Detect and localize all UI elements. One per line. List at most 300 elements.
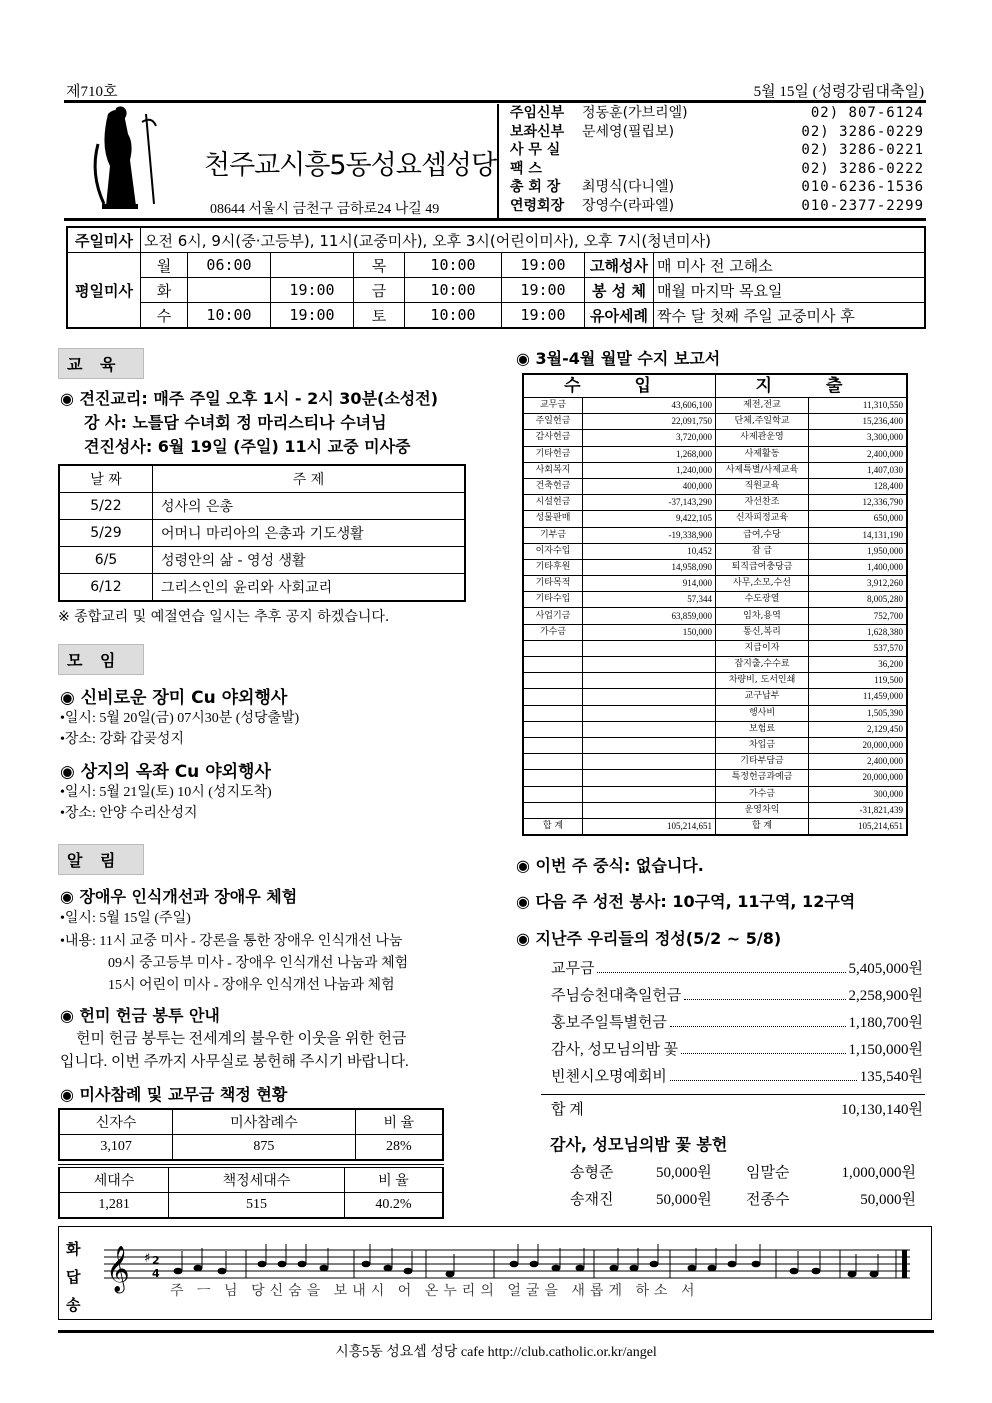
offering-row xyxy=(551,1065,923,1086)
offering-row xyxy=(551,1038,923,1059)
stats-title: ◉ 미사참례 및 교무금 책정 현황 xyxy=(60,1085,288,1104)
donor-amount: 50,000원 xyxy=(656,1165,712,1181)
income-item: 교무금 xyxy=(523,398,583,414)
expense-amount: 537,570 xyxy=(809,640,908,656)
income-item: 기부금 xyxy=(523,527,583,543)
income-item xyxy=(523,657,583,673)
music-note xyxy=(708,1265,717,1272)
expense-item: 퇴직급여충당금 xyxy=(716,559,809,575)
flower-offering-title: 감사, 성모님의밤 꽃 봉헌 xyxy=(550,1135,728,1154)
income-amount xyxy=(583,754,716,770)
stat-value: 3,107 xyxy=(59,1135,173,1161)
parish-address: 08644 서울시 금천구 금하로24 나길 49 xyxy=(210,202,440,217)
contact-name: 문세영(필립보) xyxy=(582,123,675,140)
income-amount: 1,268,000 xyxy=(583,446,716,462)
offering-row xyxy=(551,1011,923,1032)
contact-phone: 02) 3286-0221 xyxy=(801,142,924,158)
music-note xyxy=(610,1265,619,1272)
income-item: 가수금 xyxy=(523,624,583,640)
music-note xyxy=(870,1271,879,1278)
income-item: 사회복지 xyxy=(523,462,583,478)
stat-value: 515 xyxy=(169,1193,345,1219)
offering-total: 10,130,140원 xyxy=(841,1102,923,1118)
income-item: 성물판매 xyxy=(523,511,583,527)
time-cell: 19:00 xyxy=(502,278,585,303)
music-note xyxy=(298,1261,307,1268)
stat-head: 신자수 xyxy=(59,1109,173,1135)
table-row xyxy=(523,754,907,770)
contact-phone: 010-2377-2299 xyxy=(801,197,924,214)
income-item: 기타후원 xyxy=(523,559,583,575)
income-amount: 63,859,000 xyxy=(583,608,716,624)
income-amount: 400,000 xyxy=(583,478,716,494)
lecturer: 강 사: 노틀담 수녀회 정 마리스티나 수녀님 xyxy=(84,413,387,432)
income-amount: 3,720,000 xyxy=(583,430,716,446)
table-row xyxy=(523,495,907,511)
psalm-label-char: 송 xyxy=(66,1298,81,1314)
expense-amount: 15,236,400 xyxy=(809,414,908,430)
contact-role: 사 무 실 xyxy=(510,142,561,158)
income-amount: -19,338,900 xyxy=(583,527,716,543)
income-item xyxy=(523,802,583,818)
svg-text:2: 2 xyxy=(152,1254,160,1267)
music-note xyxy=(552,1265,561,1272)
stat-head: 미사참례수 xyxy=(173,1109,355,1135)
stat-head: 세대수 xyxy=(59,1166,169,1193)
table-row xyxy=(523,737,907,753)
music-note xyxy=(848,1271,857,1278)
meeting-date: •일시: 5월 21일(토) 10시 (성지도착) xyxy=(60,785,272,800)
expense-amount: 1,505,390 xyxy=(809,705,908,721)
expense-item: 차입금 xyxy=(716,737,809,753)
expense-item: 기타부담금 xyxy=(716,754,809,770)
altar-service: ◉ 다음 주 성전 봉사: 10구역, 11구역, 12구역 xyxy=(516,892,856,911)
leader-dots xyxy=(684,999,845,1000)
education-note: ※ 종합교리 및 예절연습 일시는 추후 공지 하겠습니다. xyxy=(58,609,390,625)
table-row xyxy=(523,705,907,721)
lunch-notice: ◉ 이번 주 중식: 없습니다. xyxy=(516,856,704,875)
day-fri: 금 xyxy=(354,278,405,303)
offering-amount: 5,405,000원 xyxy=(848,961,923,977)
expense-amount: 20,000,000 xyxy=(809,737,908,753)
contact-name: 정동훈(가브리엘) xyxy=(582,105,688,121)
footer-text: 시흥5동 성요셉 성당 cafe http://club.catholic.or.kr/angel xyxy=(335,1345,657,1360)
notice-title: ◉ 헌미 헌금 봉투 안내 xyxy=(60,1006,220,1025)
income-total-label: 합 계 xyxy=(523,818,583,835)
leader-dots xyxy=(681,1053,845,1054)
meeting-title: ◉ 상지의 옥좌 Cu 야외행사 xyxy=(60,762,271,782)
income-item xyxy=(523,754,583,770)
sacrament-label: 봉 성 체 xyxy=(585,278,654,303)
contact-phone: 02) 3286-0229 xyxy=(801,123,924,140)
expense-amount: 1,628,380 xyxy=(809,624,908,640)
table-row xyxy=(523,414,907,430)
time-cell: 10:00 xyxy=(405,303,502,329)
meetings-heading: 모 임 xyxy=(58,644,144,675)
music-note xyxy=(362,1261,371,1268)
confirmation-date: 견진성사: 6월 19일 (주일) 11시 교중 미사중 xyxy=(84,437,411,456)
music-note xyxy=(404,1268,413,1275)
table-row xyxy=(523,802,907,818)
music-note xyxy=(752,1261,761,1268)
time-cell: 19:00 xyxy=(271,303,354,329)
expense-heading: 지 출 xyxy=(716,374,908,398)
notice-body: 헌미 헌금 봉투는 전세계의 불우한 이웃을 위한 헌금 xyxy=(76,1031,407,1047)
income-total: 105,214,651 xyxy=(583,818,716,835)
topic-date: 6/5 xyxy=(59,547,153,574)
music-note xyxy=(630,1265,639,1272)
income-amount: 22,091,750 xyxy=(583,414,716,430)
issue-number: 제710호 xyxy=(66,84,118,100)
expense-item: 행사비 xyxy=(716,705,809,721)
psalm-label-char: 화 xyxy=(66,1242,81,1258)
expense-item: 급여,수당 xyxy=(716,527,809,543)
sacrament-value: 매 미사 전 고해소 xyxy=(654,253,926,278)
expense-amount: 1,950,000 xyxy=(809,543,908,559)
expense-item: 통신,복리 xyxy=(716,624,809,640)
expense-amount: -31,821,439 xyxy=(809,802,908,818)
table-row xyxy=(523,543,907,559)
table-row xyxy=(523,592,907,608)
expense-item: 특정헌금과예금 xyxy=(716,770,809,786)
donor-name: 송형준 xyxy=(570,1165,614,1181)
stat-value: 28% xyxy=(355,1135,443,1161)
expense-amount: 2,400,000 xyxy=(809,754,908,770)
meeting-title: ◉ 신비로운 장미 Cu 야외행사 xyxy=(60,688,288,708)
table-row xyxy=(523,462,907,478)
income-amount: 1,240,000 xyxy=(583,462,716,478)
expense-item: 임차,용역 xyxy=(716,608,809,624)
music-note xyxy=(812,1268,821,1275)
contact-name xyxy=(582,141,742,160)
offering-total-label: 합 계 xyxy=(551,1102,584,1118)
music-note xyxy=(218,1268,227,1275)
expense-amount: 3,300,000 xyxy=(809,430,908,446)
income-amount xyxy=(583,721,716,737)
table-row xyxy=(523,576,907,592)
income-item: 이자수입 xyxy=(523,543,583,559)
income-item xyxy=(523,640,583,656)
contact-phone: 02) 807-6124 xyxy=(810,105,924,121)
income-amount xyxy=(583,802,716,818)
sunday-mass-label: 주일미사 xyxy=(67,227,141,253)
music-note xyxy=(278,1261,287,1268)
svg-text:𝄞: 𝄞 xyxy=(106,1246,130,1292)
expense-total: 105,214,651 xyxy=(809,818,908,835)
table-row xyxy=(523,770,907,786)
contact-name xyxy=(582,160,742,179)
notice-date: •일시: 5월 15일 (주일) xyxy=(60,911,191,926)
notice-body: 입니다. 이번 주까지 사무실로 봉헌해 주시기 바랍니다. xyxy=(60,1054,409,1070)
expense-item: 잡 급 xyxy=(716,543,809,559)
parish-name: 천주교시흥5동성요셉성당 xyxy=(204,150,497,181)
contact-row xyxy=(510,104,924,123)
table-row xyxy=(59,547,465,574)
table-row xyxy=(523,511,907,527)
expense-amount: 11,310,550 xyxy=(809,398,908,414)
table-row xyxy=(59,574,465,602)
table-row xyxy=(523,721,907,737)
day-tue: 화 xyxy=(141,278,188,303)
time-cell: 06:00 xyxy=(188,253,271,278)
contact-name: 최명식(다니엘) xyxy=(582,179,675,195)
donor-name: 송재진 xyxy=(570,1192,614,1208)
expense-item: 차량비, 도서인쇄 xyxy=(716,673,809,689)
mass-schedule-table xyxy=(66,226,926,329)
income-item: 기타헌금 xyxy=(523,446,583,462)
time-cell: 19:00 xyxy=(271,278,354,303)
income-item: 사업기금 xyxy=(523,608,583,624)
donor-name: 임말순 xyxy=(746,1165,790,1181)
income-item: 기타목적 xyxy=(523,576,583,592)
expense-item: 제전,전교 xyxy=(716,398,809,414)
expense-item: 운영차익 xyxy=(716,802,809,818)
music-note xyxy=(650,1261,659,1268)
contact-role: 주임신부 xyxy=(510,105,565,121)
expense-item: 사무,소모,수선 xyxy=(716,576,809,592)
table-row xyxy=(523,446,907,462)
col-date: 날 짜 xyxy=(59,465,153,493)
table-row xyxy=(523,398,907,414)
table-row xyxy=(523,527,907,543)
day-thu: 목 xyxy=(354,253,405,278)
income-amount xyxy=(583,770,716,786)
donor-amount: 50,000원 xyxy=(656,1192,712,1208)
music-note xyxy=(530,1261,539,1268)
time-cell xyxy=(188,278,271,303)
music-note xyxy=(174,1268,183,1275)
time-cell: 19:00 xyxy=(502,303,585,329)
stat-value: 1,281 xyxy=(59,1193,169,1219)
income-item xyxy=(523,673,583,689)
income-amount: 9,422,105 xyxy=(583,511,716,527)
income-item xyxy=(523,721,583,737)
table-row xyxy=(523,689,907,705)
expense-amount: 650,000 xyxy=(809,511,908,527)
income-amount: 10,452 xyxy=(583,543,716,559)
topic-date: 6/12 xyxy=(59,574,153,602)
education-topics-table xyxy=(58,464,466,602)
expense-amount: 119,500 xyxy=(809,673,908,689)
table-row xyxy=(59,493,465,520)
music-note xyxy=(688,1265,697,1272)
table-row xyxy=(59,520,465,547)
meeting-place: •장소: 강화 갑곶성지 xyxy=(60,732,184,747)
topic-date: 5/22 xyxy=(59,493,153,520)
expense-item: 지급이자 xyxy=(716,640,809,656)
expense-amount: 128,400 xyxy=(809,478,908,494)
topic-title: 어머니 마리아의 은총과 기도생활 xyxy=(153,520,466,547)
col-topic: 주 제 xyxy=(153,465,466,493)
offering-row xyxy=(551,984,923,1005)
offering-amount: 135,540원 xyxy=(859,1069,923,1085)
expense-item: 잡지출,수수료 xyxy=(716,657,809,673)
income-amount: 14,958,090 xyxy=(583,559,716,575)
income-amount xyxy=(583,640,716,656)
day-wed: 수 xyxy=(141,303,188,329)
saint-joseph-logo xyxy=(86,104,176,216)
income-item: 기타수입 xyxy=(523,592,583,608)
psalm-label xyxy=(66,1236,86,1320)
stat-head: 비 율 xyxy=(344,1166,443,1193)
income-amount xyxy=(583,705,716,721)
contact-row xyxy=(510,141,924,160)
income-item: 시설헌금 xyxy=(523,495,583,511)
contact-role: 연령회장 xyxy=(510,197,565,214)
music-note xyxy=(510,1261,519,1268)
expense-item: 보험료 xyxy=(716,721,809,737)
stat-value: 40.2% xyxy=(344,1193,443,1219)
income-item: 주일헌금 xyxy=(523,414,583,430)
expense-amount: 12,336,790 xyxy=(809,495,908,511)
table-row xyxy=(523,559,907,575)
contact-role: 총 회 장 xyxy=(510,179,561,195)
notice-content: 15시 어린이 미사 - 장애우 인식개선 나눔과 체험 xyxy=(108,978,395,993)
meeting-date: •일시: 5월 20일(금) 07시30분 (성당출발) xyxy=(60,711,300,726)
offering-title: ◉ 지난주 우리들의 정성(5/2 ~ 5/8) xyxy=(516,929,782,948)
sacrament-label: 고해성사 xyxy=(585,253,654,278)
offering-label: 교무금 xyxy=(551,961,595,977)
income-amount xyxy=(583,689,716,705)
topic-title: 성령안의 삶 - 영성 생활 xyxy=(153,547,466,574)
svg-text:4: 4 xyxy=(152,1267,160,1280)
table-row xyxy=(523,786,907,802)
stat-value: 875 xyxy=(173,1135,355,1161)
offering-total-row xyxy=(551,1098,923,1119)
contact-name: 장영수(라파엘) xyxy=(582,197,675,214)
notice-content: •내용: 11시 교중 미사 - 강론을 통한 장애우 인식개선 나눔 xyxy=(60,934,403,949)
day-mon: 월 xyxy=(141,253,188,278)
table-row xyxy=(523,640,907,656)
stats-table-parishioners xyxy=(58,1108,444,1161)
psalm-lyrics: 주 ㅡ 님 당신숨을 보내시 어 온누리의 얼굴을 새롭게 하소 서 xyxy=(170,1284,700,1299)
income-item xyxy=(523,689,583,705)
expense-amount: 3,912,260 xyxy=(809,576,908,592)
stats-table-households xyxy=(58,1164,444,1219)
leader-dots xyxy=(670,1026,846,1027)
sacrament-label: 유아세례 xyxy=(585,303,654,329)
expense-amount: 36,200 xyxy=(809,657,908,673)
table-row xyxy=(523,657,907,673)
expense-amount: 2,129,450 xyxy=(809,721,908,737)
issue-date: 5월 15일 (성령강림대축일) xyxy=(753,84,924,100)
table-row xyxy=(523,608,907,624)
offering-label: 빈첸시오명예회비 xyxy=(551,1069,667,1085)
offering-row xyxy=(551,957,923,978)
music-note xyxy=(384,1265,393,1272)
music-note xyxy=(790,1268,799,1275)
notice-content: 09시 중고등부 미사 - 장애우 인식개선 나눔과 체험 xyxy=(108,956,409,971)
expense-item: 수도광열 xyxy=(716,592,809,608)
expense-item: 사제특별/사제교육 xyxy=(716,462,809,478)
contact-role: 팩 스 xyxy=(510,160,542,177)
time-cell: 10:00 xyxy=(405,278,502,303)
expense-item: 사제관운영 xyxy=(716,430,809,446)
income-amount: 150,000 xyxy=(583,624,716,640)
expense-amount: 1,400,000 xyxy=(809,559,908,575)
expense-amount: 2,400,000 xyxy=(809,446,908,462)
expense-item: 자선찬조 xyxy=(716,495,809,511)
income-item: 건축헌금 xyxy=(523,478,583,494)
music-note xyxy=(446,1271,455,1278)
svg-text:♯: ♯ xyxy=(144,1251,151,1266)
time-cell: 10:00 xyxy=(188,303,271,329)
time-cell: 19:00 xyxy=(502,253,585,278)
table-row xyxy=(523,430,907,446)
donor-name: 전종수 xyxy=(746,1192,790,1208)
day-sat: 토 xyxy=(354,303,405,329)
income-amount: -37,143,290 xyxy=(583,495,716,511)
contacts-block xyxy=(510,104,924,215)
psalm-label-char: 답 xyxy=(66,1270,81,1286)
music-note xyxy=(258,1261,267,1268)
expense-amount: 1,407,030 xyxy=(809,462,908,478)
donor-amount: 50,000원 xyxy=(860,1192,916,1208)
notice-title: ◉ 장애우 인식개선과 장애우 체험 xyxy=(60,887,298,906)
expense-total-label: 합 계 xyxy=(716,818,809,835)
income-item xyxy=(523,737,583,753)
table-row xyxy=(523,624,907,640)
stat-head: 책정세대수 xyxy=(169,1166,345,1193)
table-row xyxy=(523,673,907,689)
offering-label: 주님승천대축일헌금 xyxy=(551,988,682,1004)
sacrament-value: 짝수 달 첫째 주일 교중미사 후 xyxy=(654,303,926,329)
contact-row xyxy=(510,123,924,142)
music-note xyxy=(576,1265,585,1272)
expense-item: 가수금 xyxy=(716,786,809,802)
donor-amount: 1,000,000원 xyxy=(841,1165,916,1181)
contact-phone: 010-6236-1536 xyxy=(801,179,924,195)
notices-heading: 알 림 xyxy=(58,844,144,875)
finance-table xyxy=(522,373,908,836)
expense-item: 직원교육 xyxy=(716,478,809,494)
expense-amount: 8,005,280 xyxy=(809,592,908,608)
income-item xyxy=(523,786,583,802)
expense-item: 사제활동 xyxy=(716,446,809,462)
sunday-mass-times: 오전 6시, 9시(중·고등부), 11시(교중미사), 오후 3시(어린이미사), 오후 7시(청년미사) xyxy=(141,227,926,253)
weekday-mass-label: 평일미사 xyxy=(67,253,141,329)
topic-title: 그리스인의 윤리와 사회교리 xyxy=(153,574,466,602)
expense-amount: 752,700 xyxy=(809,608,908,624)
music-note xyxy=(320,1265,329,1272)
topic-date: 5/29 xyxy=(59,520,153,547)
income-amount xyxy=(583,673,716,689)
income-item: 감사헌금 xyxy=(523,430,583,446)
income-amount xyxy=(583,737,716,753)
income-heading: 수 입 xyxy=(523,374,716,398)
offering-label: 홍보주일특별헌금 xyxy=(551,1015,667,1031)
time-cell xyxy=(271,253,354,278)
offering-label: 감사, 성모님의밤 꽃 xyxy=(551,1042,679,1058)
income-amount xyxy=(583,786,716,802)
contact-row xyxy=(510,178,924,197)
music-note xyxy=(194,1265,203,1272)
offering-amount: 2,258,900원 xyxy=(848,988,923,1004)
income-amount xyxy=(583,657,716,673)
music-note xyxy=(728,1261,737,1268)
expense-item: 단체,주일학교 xyxy=(716,414,809,430)
contact-row xyxy=(510,197,924,216)
expense-item: 교구납부 xyxy=(716,689,809,705)
contact-row xyxy=(510,160,924,179)
confirmation-class: ◉ 견진교리: 매주 주일 오후 1시 - 2시 30분(소성전) xyxy=(60,389,439,408)
leader-dots xyxy=(670,1080,857,1081)
contact-phone: 02) 3286-0222 xyxy=(801,160,924,177)
income-item xyxy=(523,705,583,721)
offering-amount: 1,180,700원 xyxy=(848,1015,923,1031)
income-amount: 43,606,100 xyxy=(583,398,716,414)
expense-amount: 300,000 xyxy=(809,786,908,802)
